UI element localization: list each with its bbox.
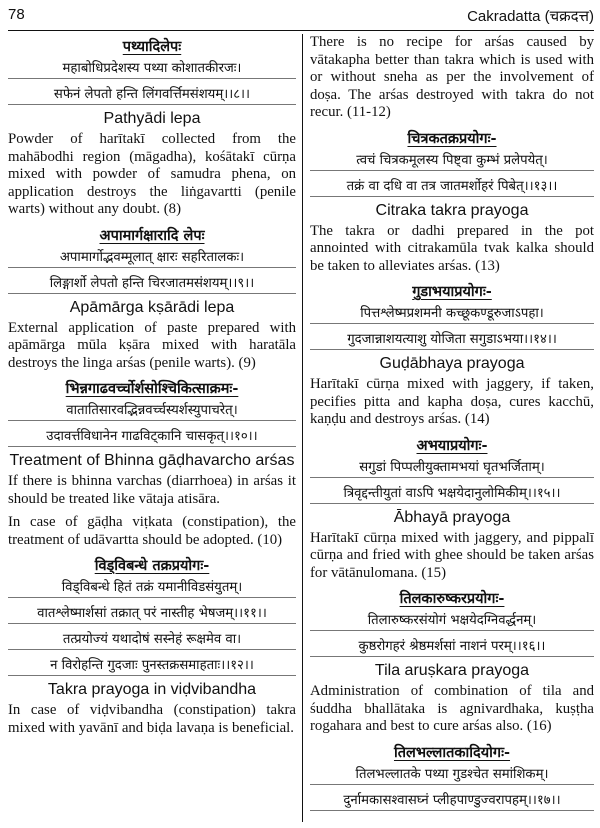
paragraph: There is no recipe for arśas caused by vātakapha better than takra which is used with or without sneha as per the involvement of doṣa. The arśas destroyed with takra do not recur. (11-12) bbox=[310, 34, 594, 120]
verse-line: अपामार्गोद्भवम्मूलात् क्षारः सहरितालकः। bbox=[8, 247, 296, 268]
page-header bbox=[8, 4, 594, 31]
verse-line: पित्तश्लेष्मप्रशमनी कच्छूकण्डूरुजाऽपहा। bbox=[310, 303, 594, 324]
verse-line: तिलभल्लातके पथ्या गुडश्चेत समांशिकम्। bbox=[310, 764, 594, 785]
verse-line: वातातिसारवद्भिन्नवर्च्चस्यर्शस्युपाचरेत्। bbox=[8, 400, 296, 421]
verse-line: तत्प्रयोज्यं यथादोषं सस्नेहं रूक्षमेव वा। bbox=[8, 629, 296, 650]
section-heading: Tila aruṣkara prayoga bbox=[374, 662, 530, 679]
verse-line: उदावर्त्तविधानेन गाढविट्कानि चासकृत्।।१०।। bbox=[8, 426, 296, 447]
paragraph: In case of gāḍha viṭkata (constipation), the treatment of udāvartta should be adopted. (10) bbox=[8, 514, 296, 548]
verse-line: न विरोहन्ति गुदजाः पुनस्तक्रसमाहताः।।१२।। bbox=[8, 655, 296, 676]
section-title-abhaya: अभयाप्रयोगः- bbox=[416, 436, 488, 454]
column-divider bbox=[302, 34, 303, 822]
running-title: Cakradatta (चक्रदत्त) bbox=[467, 8, 594, 25]
paragraph: Harītakī cūrṇa mixed with jaggery, and pippalī cūrṇa and fried with ghee should be taken arśas for vātānulomana. (15) bbox=[310, 529, 594, 581]
verse-line: गुदजान्नाशयत्याशु योजिता सगुडाऽभया।।१४।। bbox=[310, 329, 594, 350]
verse-line: वातश्लेष्मार्शसां तक्रात् परं नास्तीह भेषजम्।।११।। bbox=[8, 603, 296, 624]
verse-line: सगुडां पिप्पलीयुक्तामभयां घृतभर्जिताम्। bbox=[310, 457, 594, 478]
section-title-takra: विड्विबन्धे तक्रप्रयोगः- bbox=[94, 557, 210, 574]
verse-line: कुष्ठरोगहरं श्रेष्ठमर्शसां नाशनं परम्।।१६।। bbox=[310, 636, 594, 657]
section-title-citraka: चित्रकतक्रप्रयोगः- bbox=[407, 129, 497, 147]
verse-line: लिङ्गार्शो लेपतो हन्ति चिरजातमसंशयम्।।९।। bbox=[8, 273, 296, 294]
verse-line: तक्रं वा दधि वा तत्र जातमर्शोहरं पिबेत्।।१३।। bbox=[310, 176, 594, 197]
section-heading: Apāmārga kṣārādi lepa bbox=[69, 298, 235, 316]
section-title-tilabhallataka: तिलभल्लातकादियोगः- bbox=[393, 743, 511, 761]
verse-line: त्वचं चित्रकमूलस्य पिष्ट्वा कुम्भं प्रलेपयेत्। bbox=[310, 150, 594, 171]
section-heading: Ābhayā prayoga bbox=[393, 508, 511, 526]
section-title-pathyadi: पथ्यादिलेपः bbox=[122, 38, 182, 55]
verse-line: विड्विबन्धे हितं तक्रं यमानीविडसंयुतम्। bbox=[8, 577, 296, 598]
paragraph: The takra or dadhi prepared in the pot annointed with citrakamūla tvak kalka should be taken to alleviates arśas. (13) bbox=[310, 222, 594, 274]
section-heading: Citraka takra prayoga bbox=[375, 201, 529, 219]
section-heading: Pathyādi lepa bbox=[103, 110, 201, 127]
paragraph: Harītakī cūrṇa mixed with jaggery, if taken, pecifies pitta and kapha doṣa, cures kacchū, kaṇḍu and destroys arśas. (14) bbox=[310, 376, 594, 427]
verse-line: सफेनं लेपतो हन्ति लिंगवर्त्तिमसंशयम्।।८।। bbox=[8, 84, 296, 105]
verse-line: त्रिवृद्दन्तीयुतां वाऽपि भक्षयेदानुलोमिकीम्।।१५।। bbox=[310, 483, 594, 504]
paragraph: Powder of harītakī collected from the mahābodhi region (māgadha), kośātakī cūrṇa mixed with powder of samudra phena, on application destroys the liṅgavartti (penile warts) without any doubt. (8) bbox=[8, 131, 296, 217]
verse-line: महाबोधिप्रदेशस्य पथ्या कोशातकीरजः। bbox=[8, 58, 296, 79]
section-title-gudabhaya: गुडाभयाप्रयोगः- bbox=[412, 283, 492, 300]
verse-line: तिलारुष्करसंयोगं भक्षयेदग्निवर्द्धनम्। bbox=[310, 610, 594, 631]
verse-line: दुर्नामकासश्वासघ्नं प्लीहपाण्डुज्वरापहम्।।१७।। bbox=[310, 790, 594, 811]
page-number: 78 bbox=[8, 6, 25, 23]
section-title-apamarga: अपामार्गक्षारादि लेपः bbox=[99, 226, 205, 244]
paragraph: In case of viḍvibandha (constipation) takra mixed with yavānī and biḍa lavaṇa is beneficial. bbox=[8, 702, 296, 736]
section-heading: Treatment of Bhinna gāḍhavarcho arśas bbox=[9, 452, 295, 469]
section-heading: Takra prayoga in viḍvibandha bbox=[47, 681, 257, 698]
section-title-tila-aruskara: तिलकारुष्करप्रयोगः- bbox=[399, 590, 505, 607]
section-heading: Guḍābhaya prayoga bbox=[379, 355, 525, 372]
right-column bbox=[310, 34, 594, 824]
left-column bbox=[8, 34, 296, 824]
paragraph: If there is bhinna varchas (diarrhoea) in arśas it should be treated like vātaja atisāra. bbox=[8, 473, 296, 507]
paragraph: Administration of combination of tila and śuddha bhallātaka is agnivardhaka, kuṣṭha rogahara and best to cure arśas also. (16) bbox=[310, 683, 594, 734]
section-title-bhinna: भिन्नगाढवर्च्चोर्शसोश्चिकित्साक्रमः- bbox=[65, 380, 239, 397]
paragraph: External application of paste prepared with apāmārga mūla kṣāra mixed with haratāla destroys the linga arśas (penile warts). (9) bbox=[8, 319, 296, 371]
